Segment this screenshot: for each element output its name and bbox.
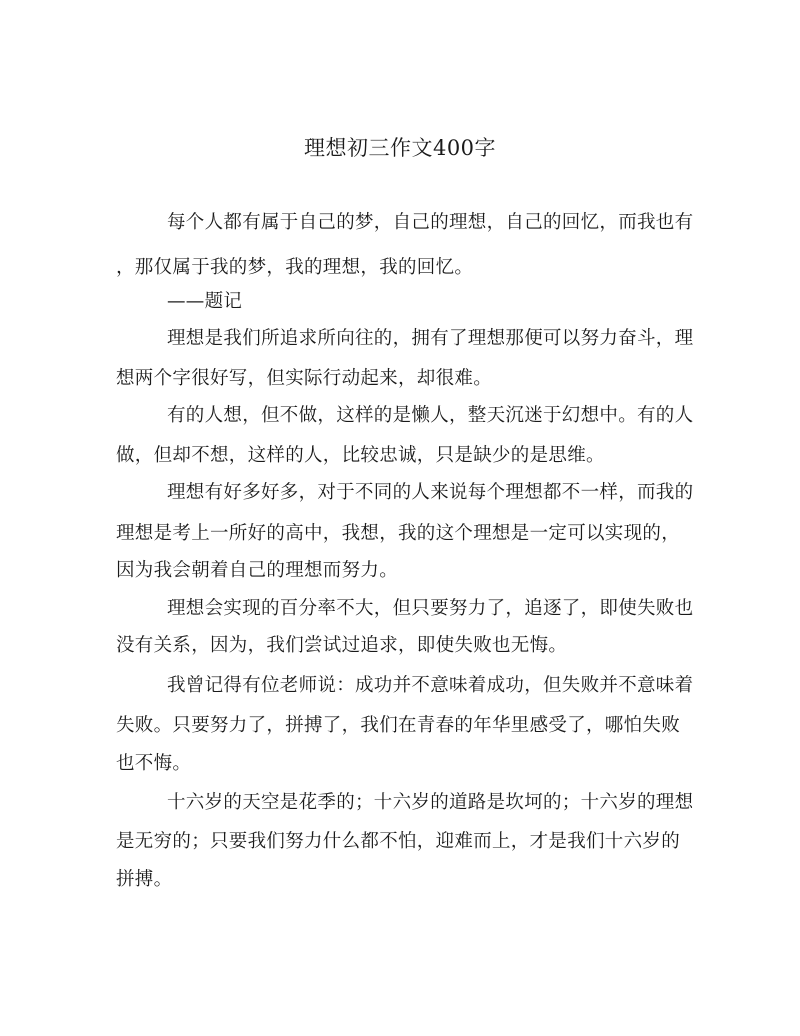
text-line: ——题记: [167, 291, 243, 312]
document-title: 理想初三作文400字: [303, 136, 497, 160]
text-line: 理想有好多好多，对于不同的人来说每个理想都不一样，而我的: [167, 482, 694, 503]
text-line: 十六岁的天空是花季的；十六岁的道路是坎坷的；十六岁的理想: [167, 792, 694, 813]
text-line: 失败。只要努力了，拼搏了，我们在青春的年华里感受了，哪怕失败: [116, 715, 681, 736]
text-line: 想两个字很好写，但实际行动起来，却很难。: [116, 368, 493, 389]
text-line: 理想会实现的百分率不大，但只要努力了，追逐了，即使失败也: [167, 598, 694, 619]
text-line: 每个人都有属于自己的梦，自己的理想，自己的回忆，而我也有: [167, 212, 694, 233]
text-line: ，那仅属于我的梦，我的理想，我的回忆。: [116, 257, 474, 278]
text-line: 也不悔。: [116, 753, 192, 774]
text-line: 我曾记得有位老师说：成功并不意味着成功，但失败并不意味着: [167, 675, 694, 696]
text-line: 没有关系，因为，我们尝试过追求，即使失败也无悔。: [116, 635, 568, 656]
text-line: 因为我会朝着自己的理想而努力。: [116, 560, 399, 581]
text-line: 有的人想，但不做，这样的是懒人，整天沉迷于幻想中。有的人: [167, 405, 694, 426]
text-line: 理想是考上一所好的高中，我想，我的这个理想是一定可以实现的，: [116, 523, 681, 544]
text-line: 理想是我们所追求所向往的，拥有了理想那便可以努力奋斗，理: [167, 328, 694, 349]
text-line: 拼搏。: [116, 869, 173, 890]
text-line: 是无穷的；只要我们努力什么都不怕，迎难而上，才是我们十六岁的: [116, 831, 681, 852]
text-line: 做，但却不想，这样的人，比较忠诚，只是缺少的是思维。: [116, 445, 605, 466]
